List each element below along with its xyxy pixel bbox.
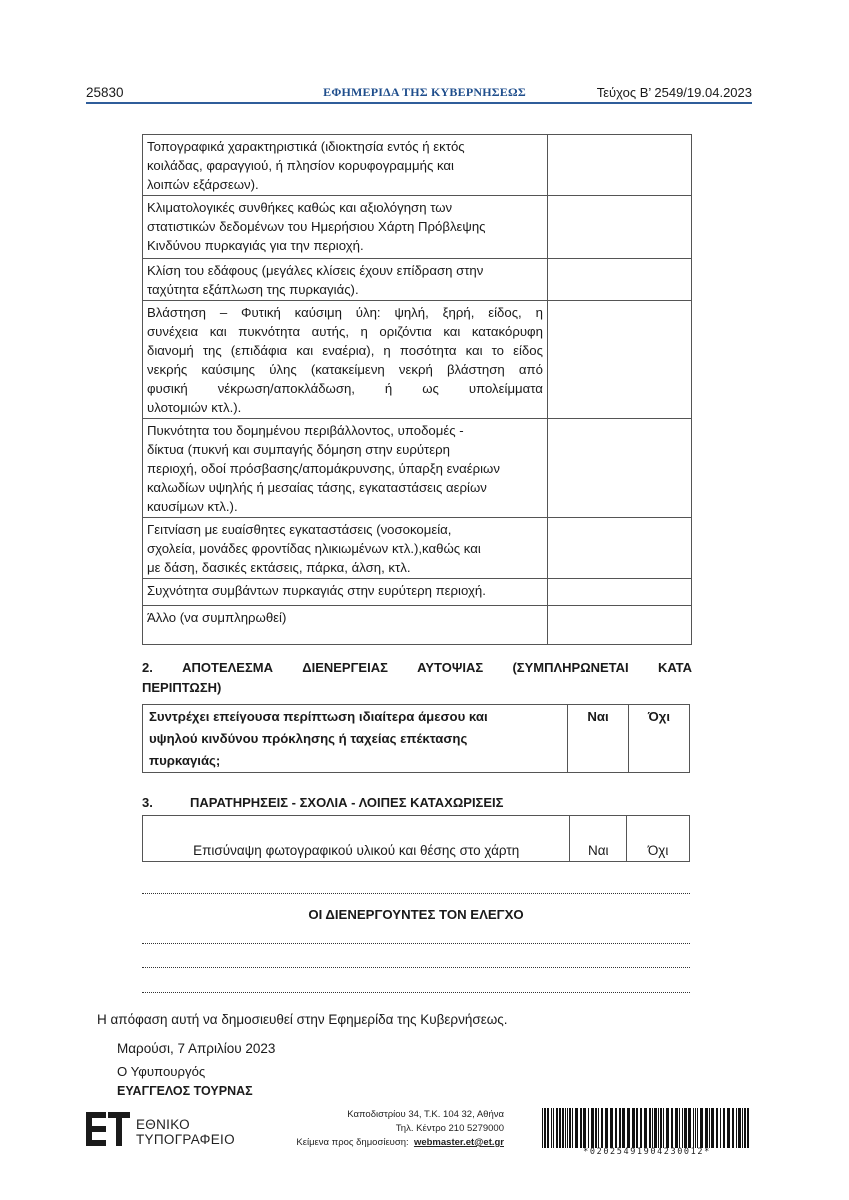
barcode-bar xyxy=(663,1108,664,1148)
barcode-bar xyxy=(666,1108,669,1148)
table-row xyxy=(143,259,692,301)
table-row xyxy=(143,518,692,579)
dotted-line xyxy=(142,893,690,895)
dotted-line xyxy=(142,967,690,969)
barcode-bar xyxy=(720,1108,721,1148)
barcode-bar xyxy=(562,1108,564,1148)
barcode-bar xyxy=(695,1108,696,1148)
criterion-answer-cell[interactable] xyxy=(547,301,691,419)
barcode-bar xyxy=(598,1108,599,1148)
barcode-bar xyxy=(732,1108,734,1148)
table-row xyxy=(143,301,692,419)
signatory-role: Ο Υφυπουργός xyxy=(117,1064,206,1079)
table-row xyxy=(143,196,692,259)
barcode-bar xyxy=(649,1108,651,1148)
criterion-text: Γειτνίαση με ευαίσθητες εγκαταστάσεις (νοσοκομεία, σχολεία, μονάδες φροντίδας ηλικιωμένων κτλ.),καθώς και με δάση, δασικές εκτάσεις, πάρκα, άλση, κτλ. xyxy=(143,518,548,579)
barcode-bar xyxy=(742,1108,743,1148)
publisher-logo-text: ΕΘΝΙΚΟ ΤΥΠΟΓΡΑΦΕΙΟ xyxy=(136,1117,235,1147)
barcode-bar xyxy=(705,1108,708,1148)
publication-title: ΕΦΗΜΕΡΙΔΑ ΤΗΣ ΚΥΒΕΡΝΗΣΕΩΣ xyxy=(323,85,526,99)
barcode-bar xyxy=(580,1108,582,1148)
attachment-label: Επισύναψη φωτογραφικού υλικού και θέσης στο χάρτη xyxy=(143,816,570,862)
barcode-bar xyxy=(601,1108,603,1148)
barcode-bar xyxy=(615,1108,617,1148)
barcode-bar xyxy=(654,1108,657,1148)
barcode-bar xyxy=(747,1108,749,1148)
barcode-bar xyxy=(693,1108,694,1148)
barcode-bar xyxy=(575,1108,578,1148)
barcode-bar xyxy=(711,1108,714,1148)
section-2-heading: 2. ΑΠΟΤΕΛΕΣΜΑ ΔΙΕΝΕΡΓΕΙΑΣ ΑΥΤΟΨΙΑΣ (ΣΥΜΠΛΗΡΩΝΕΤΑΙ ΚΑΤΑ ΠΕΡΙΠΤΩΣΗ) xyxy=(142,660,692,695)
inspectors-heading: ΟΙ ΔΙΕΝΕΡΓΟΥΝΤΕΣ ΤΟΝ ΕΛΕΓΧΟ xyxy=(308,907,524,922)
barcode-bar xyxy=(684,1108,687,1148)
table-row xyxy=(143,419,692,518)
table-row xyxy=(143,135,692,196)
barcode-bar xyxy=(572,1108,573,1148)
barcode-bar xyxy=(569,1108,571,1148)
barcode-bar xyxy=(675,1108,678,1148)
barcode-bar xyxy=(716,1108,718,1148)
barcode-bar xyxy=(588,1108,589,1148)
barcode-bar xyxy=(605,1108,608,1148)
barcode-bar xyxy=(542,1108,543,1148)
barcode-bar xyxy=(559,1108,561,1148)
criterion-answer-cell[interactable] xyxy=(547,518,691,579)
barcode-bar xyxy=(709,1108,710,1148)
barcode-bar xyxy=(595,1108,597,1148)
barcode-bar xyxy=(744,1108,746,1148)
dotted-line xyxy=(142,943,690,945)
barcode-bar xyxy=(658,1108,659,1148)
criterion-answer-cell[interactable] xyxy=(547,135,691,196)
criterion-answer-cell[interactable] xyxy=(547,259,691,301)
barcode-bar xyxy=(682,1108,683,1148)
email-link[interactable]: webmaster.et@et.gr xyxy=(413,1137,504,1148)
issue-reference: Τεύχος Β’ 2549/19.04.2023 xyxy=(596,85,752,100)
place-date: Μαρούσι, 7 Απριλίου 2023 xyxy=(117,1041,276,1056)
criterion-answer-cell[interactable] xyxy=(547,419,691,518)
criterion-text: Κλιματολογικές συνθήκες καθώς και αξιολόγηση των στατιστικών δεδομένων του Ημερήσιου Χάρτη Πρόβλεψης Κινδύνου πυρκαγιάς για την περιοχή. xyxy=(143,196,548,259)
yes-option[interactable]: Ναι xyxy=(570,816,627,862)
barcode-bar xyxy=(738,1108,741,1148)
criterion-answer-cell[interactable] xyxy=(547,579,691,606)
barcode-bar xyxy=(544,1108,546,1148)
barcode-bar xyxy=(736,1108,737,1148)
yes-option[interactable]: Ναι xyxy=(568,705,629,773)
publisher-contact: Καποδιστρίου 34, Τ.Κ. 104 32, Αθήνα Τηλ. Κέντρο 210 5279000 Κείμενα προς δημοσίευση: webmaster.et@et.gr xyxy=(296,1109,504,1148)
table-row xyxy=(143,579,692,606)
barcode-bar xyxy=(547,1108,549,1148)
barcode-bar xyxy=(627,1108,630,1148)
dotted-line xyxy=(142,992,690,994)
urgency-table xyxy=(142,704,690,773)
barcode-bar xyxy=(619,1108,621,1148)
barcode-bar xyxy=(583,1108,586,1148)
criterion-text: Τοπογραφικά χαρακτηριστικά (ιδιοκτησία εντός ή εκτός κοιλάδας, φαραγγιού, ή πλησίον κορυφογραμμής και λοιπών εξάρσεων). xyxy=(143,135,548,196)
publication-order: Η απόφαση αυτή να δημοσιευθεί στην Εφημερίδα της Κυβερνήσεως. xyxy=(97,1012,508,1027)
barcode-number: *02025491904230012* xyxy=(583,1147,711,1157)
barcode-bar xyxy=(652,1108,653,1148)
et-logo-icon xyxy=(86,1112,130,1146)
barcode-bar xyxy=(636,1108,638,1148)
barcode-bar xyxy=(610,1108,613,1148)
barcode xyxy=(542,1108,752,1148)
criterion-text: Βλάστηση – Φυτική καύσιμη ύλη: ψηλή, ξηρή, είδος, η συνέχεια και πυκνότητα αυτής, η οριζόντια και κατακόρυφη διανομή της (επιδάφια και εναέρια), η ποσότητα και το είδος νεκρής καύσιμης ύλης (κατακείμενη νεκρή βλάστηση από φυσική νέκρωση/αποκλάδωση, ή ως υπολείμματα υλοτομιών κτλ.). xyxy=(143,301,548,419)
no-option[interactable]: Όχι xyxy=(627,816,690,862)
table-row xyxy=(143,606,692,645)
urgency-question: Συντρέχει επείγουσα περίπτωση ιδιαίτερα άμεσου και υψηλού κινδύνου πρόκλησης ή ταχείας επέκτασης πυρκαγιάς; xyxy=(143,705,568,773)
no-option[interactable]: Όχι xyxy=(629,705,690,773)
barcode-bar xyxy=(723,1108,725,1148)
barcode-bar xyxy=(688,1108,691,1148)
barcode-bar xyxy=(640,1108,642,1148)
barcode-bar xyxy=(567,1108,568,1148)
barcode-bar xyxy=(622,1108,625,1148)
attachment-table xyxy=(142,815,690,862)
criterion-text: Κλίση του εδάφους (μεγάλες κλίσεις έχουν επίδραση στην ταχύτητα εξάπλωση της πυρκαγιάς). xyxy=(143,259,548,301)
barcode-bar xyxy=(632,1108,635,1148)
barcode-bar xyxy=(556,1108,558,1148)
criterion-text: Άλλο (να συμπληρωθεί) xyxy=(143,606,548,645)
header-rule xyxy=(86,102,752,104)
barcode-bar xyxy=(671,1108,673,1148)
barcode-bar xyxy=(551,1108,552,1148)
barcode-bar xyxy=(553,1108,554,1148)
barcode-bar xyxy=(727,1108,730,1148)
barcode-bar xyxy=(591,1108,594,1148)
criterion-text: Πυκνότητα του δομημένου περιβάλλοντος, υποδομές - δίκτυα (πυκνή και συμπαγής δόμηση στην ευρύτερη περιοχή, οδοί πρόσβασης/απομάκρυνσης, ύπαρξη εναέριων καλωδίων υψηλής ή μεσαίας τάσης, εγκαταστάσεις αερίων καυσίμων κτλ.). xyxy=(143,419,548,518)
criterion-answer-cell[interactable] xyxy=(547,196,691,259)
barcode-bar xyxy=(697,1108,698,1148)
criterion-text: Συχνότητα συμβάντων πυρκαγιάς στην ευρύτερη περιοχή. xyxy=(143,579,548,606)
section-3-heading: 3. ΠΑΡΑΤΗΡΗΣΕΙΣ - ΣΧΟΛΙΑ - ΛΟΙΠΕΣ ΚΑΤΑΧΩΡΙΣΕΙΣ xyxy=(142,795,504,810)
page-number: 25830 xyxy=(86,85,124,100)
criterion-answer-cell[interactable] xyxy=(547,606,691,645)
barcode-bar xyxy=(565,1108,566,1148)
signatory-name: ΕΥΑΓΓΕΛΟΣ ΤΟΥΡΝΑΣ xyxy=(117,1084,253,1098)
criteria-table xyxy=(142,134,692,645)
barcode-bar xyxy=(679,1108,680,1148)
barcode-bar xyxy=(644,1108,647,1148)
barcode-bar xyxy=(700,1108,703,1148)
barcode-bar xyxy=(660,1108,662,1148)
